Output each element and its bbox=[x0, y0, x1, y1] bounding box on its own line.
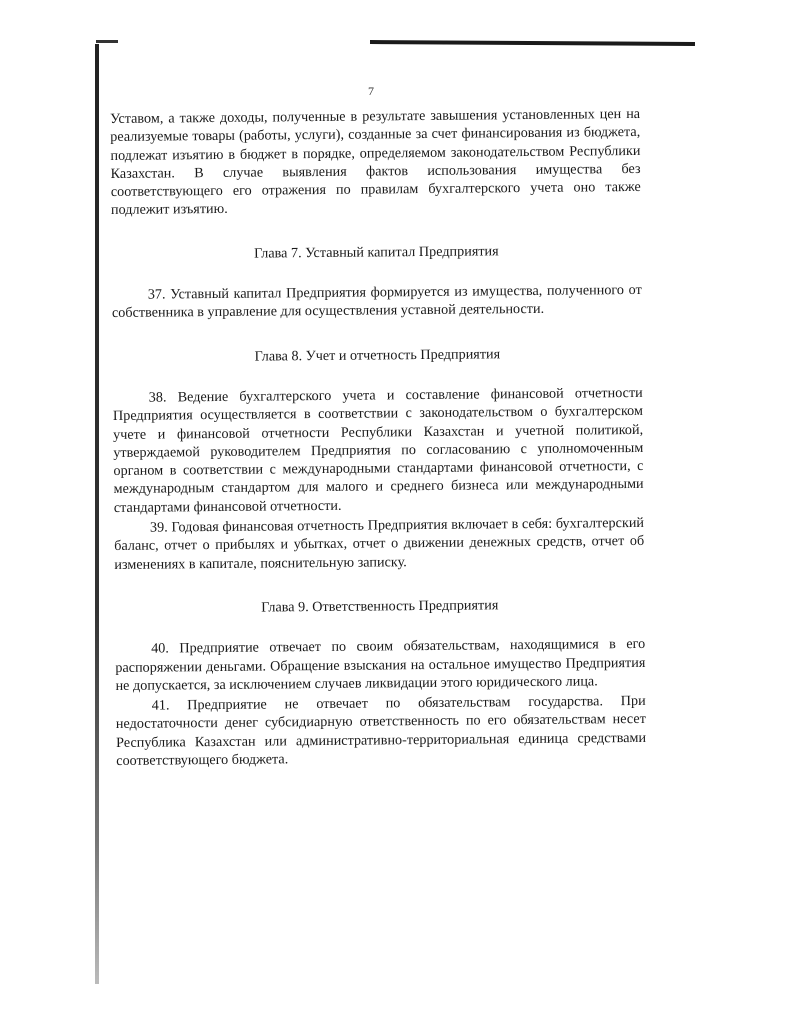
paragraph-41: 41. Предприятие не отвечает по обязательствам государства. При недостаточности денег субсидиарную ответственность по его обязательствам несет Республика Казахстан или административно-территориальная единица средствами соответствующего бюджета. bbox=[115, 693, 647, 769]
chapter-9-title: Глава 9. Ответственность Предприятия bbox=[261, 597, 499, 616]
paragraph-38: 38. Ведение бухгалтерского учета и составление финансовой отчетности Предприятия осуществляется в соответствии с законодательством о бухгалтерском учете и финансовой отчетности Республики Казахстан и учетной политикой, утверждаемой руководителем Предприятия по согласованию с уполномоченным органом в соответствии с международными стандартами финансовой отчетности, с международным стандартом для малого и среднего бизнеса или международными стандартами финансовой отчетности. bbox=[112, 384, 644, 516]
paragraph-intro: Уставом, а также доходы, полученные в результате завышения установленных цен на реализуемые товары (работы, услуги), созданные за счет финансирования из бюджета, подлежат изъятию в бюджет в порядке, определяемом законодательством Республики Казахстан. В случае выявления фактов использования имущества без соответствующего его отражения по правилам бухгалтерского учета оно также подлежит изъятию. bbox=[110, 105, 641, 219]
paragraph-40: 40. Предприятие отвечает по своим обязательствам, находящимися в его распоряжении деньгами. Обращение взыскания на остальное имущество Предприятия не допускается, за исключением случаев ликвидации этого юридического лица. bbox=[115, 636, 646, 694]
chapter-7-title: Глава 7. Уставный капитал Предприятия bbox=[254, 243, 499, 262]
chapter-8-title: Глава 8. Учет и отчетность Предприятия bbox=[254, 345, 501, 365]
paragraph-37: 37. Уставный капитал Предприятия формируется из имущества, полученного от собственника в управление для осуществления уставной деятельности. bbox=[111, 281, 642, 322]
paragraph-39: 39. Годовая финансовая отчетность Предприятия включает в себя: бухгалтерский баланс, отчет о прибылях и убытках, отчет о движении денежных средств, отчет об изменениях в капитале, пояснительную записку. bbox=[114, 514, 645, 573]
document-body bbox=[110, 105, 646, 770]
page-number: 7 bbox=[368, 84, 374, 98]
scan-top-edge bbox=[370, 40, 695, 46]
scan-corner-mark bbox=[96, 40, 118, 43]
scan-left-edge bbox=[95, 44, 99, 984]
